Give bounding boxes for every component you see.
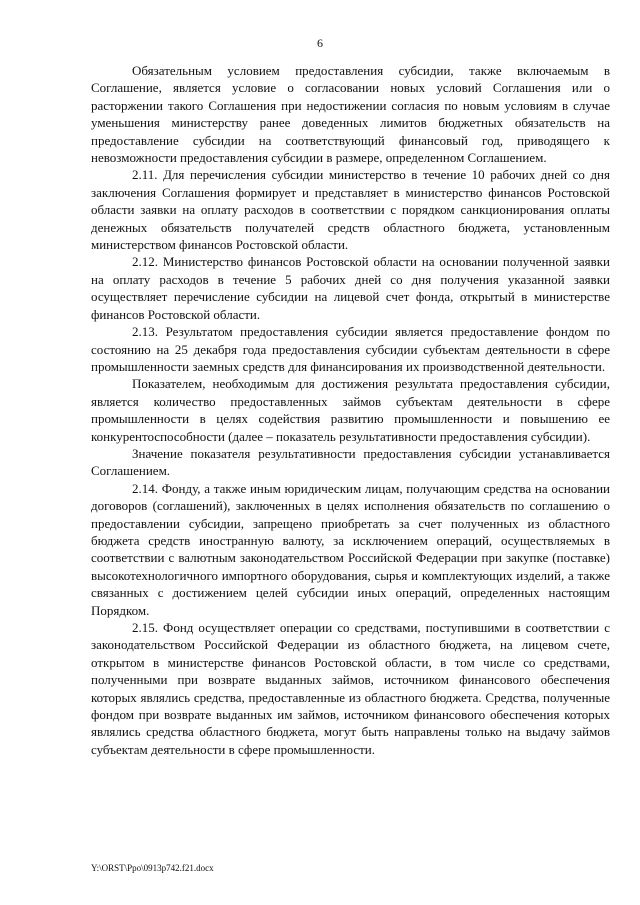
paragraph-2-11: 2.11. Для перечисления субсидии министерство в течение 10 рабочих дней со дня заключения Соглашения формирует и представляет в министерство финансов Ростовской области заявки на оплату расходов в соответствии с порядком санкционирования оплаты денежных обязательств получателей средств областного бюджета, установленным министерством финансов Ростовской области.: [91, 167, 610, 253]
file-path-footer: Y:\ORST\Ppo\0913p742.f21.docx: [91, 863, 214, 873]
paragraph-2-13: 2.13. Результатом предоставления субсидии является предоставление фондом по состоянию на 25 декабря года предоставления субсидии субъектам деятельности в сфере промышленности заемных средств для финансирования их производственной деятельности.: [91, 324, 610, 374]
paragraph-2-14: 2.14. Фонду, а также иным юридическим лицам, получающим средства на основании договоров (соглашений), заключенных в целях исполнения обязательств по соглашению о предоставлении субсидии, запрещено приобретать за счет полученных из областного бюджета средств иностранную валюту, за исключением операций, осуществляемых в соответствии с валютным законодательством Российской Федерации при закупке (поставке) высокотехнологичного импортного оборудования, сырья и комплектующих изделий, а также связанных с достижением целей субсидии иных операций, определенных настоящим Порядком.: [91, 480, 610, 618]
paragraph-subsidy-condition: Обязательным условием предоставления субсидии, также включаемым в Соглашение, является условие о согласовании новых условий Соглашения или о расторжении такого Соглашения при недостижении согласия по новым условиям в случае уменьшения министерству ранее доведенных лимитов бюджетных обязательств на предоставление субсидии на соответствующий финансовый год, приводящего к невозможности предоставления субсидии в размере, определенном Соглашением.: [91, 63, 610, 166]
page-number: 6: [317, 36, 323, 50]
paragraph-indicator-value: Значение показателя результативности предоставления субсидии устанавливается Соглашением.: [91, 445, 610, 479]
paragraph-2-12: 2.12. Министерство финансов Ростовской области на основании полученной заявки на оплату расходов в течение 5 рабочих дней со дня получения указанной заявки осуществляет перечисление субсидии на лицевой счет фонда, открытый в министерстве финансов Ростовской области.: [91, 254, 610, 322]
paragraph-2-15: 2.15. Фонд осуществляет операции со средствами, поступившими в соответствии с законодательством Российской Федерации из областного бюджета, на лицевом счете, открытом в министерстве финансов Ростовской области, в том числе со средствами, полученными при возврате выданных займов, источником финансового обеспечения которых являлись средства, предоставленные из областного бюджета. Средства, полученные фондом при возврате выданных им займов, источником финансового обеспечения которых являлись средства областного бюджета, могут быть направлены только на выдачу займов субъектам деятельности в сфере промышленности.: [91, 620, 610, 757]
paragraph-indicator: Показателем, необходимым для достижения результата предоставления субсидии, является количество предоставленных займов субъектам деятельности в сфере промышленности в целях содействия развитию промышленности и повышению ее конкурентоспособности (далее – показатель результативности предоставления субсидии).: [91, 376, 610, 444]
document-body: [91, 62, 610, 758]
